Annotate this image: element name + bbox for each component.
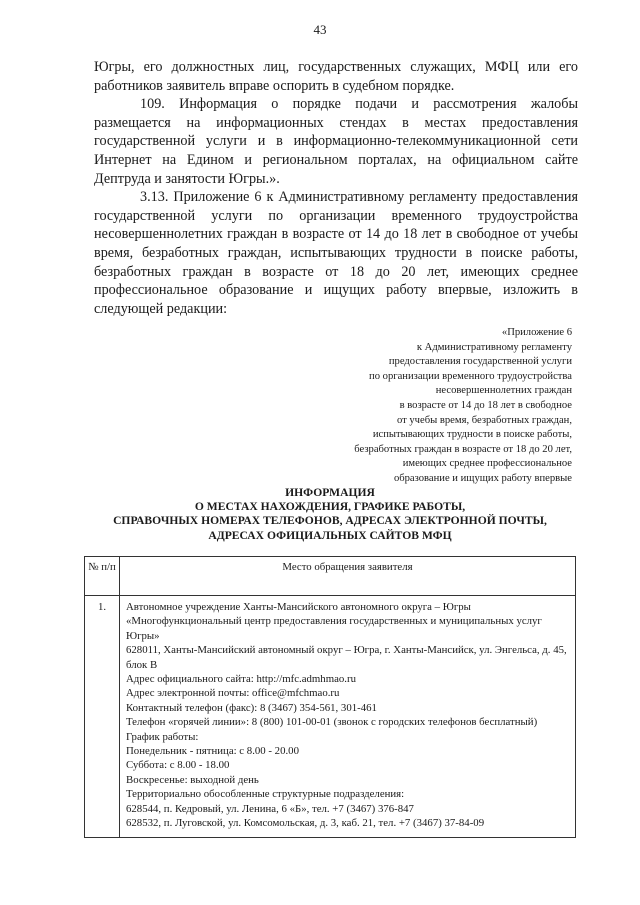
schedule-heading: График работы: — [126, 730, 199, 743]
appendix-note-line: по организации временного трудоустройства — [369, 370, 572, 382]
branch-lugovskoy: 628532, п. Луговской, ул. Комсомольская, д. 3, каб. 21, тел. +7 (3467) 37-84-09 — [126, 817, 485, 830]
appendix-note-line: несовершеннолетних граждан — [435, 385, 572, 397]
hotline: Телефон «горячей линии»: 8 (800) 101-00-01 (звонок с городских телефонов бесплатный) — [126, 716, 538, 729]
phone-fax: Контактный телефон (факс): 8 (3467) 354-561, 301-461 — [126, 701, 377, 714]
row-number: 1. — [85, 596, 120, 838]
appendix-note-line: от учебы время, безработных граждан, — [396, 414, 572, 426]
page-number: 43 — [313, 22, 327, 37]
appendix-note-line: образование и ищущих работу впервые — [393, 472, 572, 484]
schedule-sunday: Воскресенье: выходной день — [126, 773, 259, 786]
paragraph-109: 109. Информация о порядке подачи и рассмотрения жалобы размещается на информационных стендах в местах предоставления государственной услуги и в информационно-телекоммуникационной сети Интернет на Едином и региональном порталах, на официальном сайте Дептруда и занятости Югры.». — [94, 96, 578, 187]
appendix-note-line: предоставления государственной услуги — [388, 356, 572, 368]
appendix-note-line: «Приложение 6 — [501, 327, 572, 338]
appendix-note-line: испытывающих трудности в поиске работы, — [372, 429, 572, 441]
header-number: № п/п — [85, 557, 120, 596]
row-place — [120, 596, 576, 838]
paragraph-continuation: Югры, его должностных лиц, государственных служащих, МФЦ или его работников заявитель вправе оспорить в судебном порядке. — [94, 59, 578, 94]
branch-kedrovy: 628544, п. Кедровый, ул. Ленина, 6 «Б», тел. +7 (3467) 376-847 — [126, 802, 414, 815]
organization-name: Автономное учреждение Ханты-Мансийского автономного округа – Югры «Многофункциональный центр предоставления государственных и муниципальных услуг Югры» — [126, 601, 542, 642]
branches-heading: Территориально обособленные структурные подразделения: — [126, 788, 405, 801]
body-text — [94, 58, 578, 318]
email: Адрес электронной почты: office@mfchmao.ru — [126, 687, 340, 700]
appendix-note-line: в возрасте от 14 до 18 лет в свободное — [399, 399, 572, 411]
info-title — [80, 486, 580, 543]
website: Адрес официального сайта: http://mfc.admhmao.ru — [126, 673, 356, 686]
schedule-saturday: Суббота: с 8.00 - 18.00 — [126, 759, 230, 772]
header-place: Место обращения заявителя — [120, 557, 576, 596]
mfc-table — [84, 556, 576, 838]
info-title-line: СПРАВОЧНЫХ НОМЕРАХ ТЕЛЕФОНОВ, АДРЕСАХ ЭЛЕКТРОННОЙ ПОЧТЫ, — [113, 514, 547, 528]
postal-address: 628011, Ханты-Мансийский автономный округ – Югра, г. Ханты-Мансийск, ул. Энгельса, д. 45, блок В — [126, 644, 567, 671]
appendix-note-line: к Административному регламенту — [416, 341, 572, 353]
paragraph-3-13: 3.13. Приложение 6 к Административному регламенту предоставления государственной услуги по организации временного трудоустройства несовершеннолетних граждан в возрасте от 14 до 18 лет в свободное от учебы время, безработных граждан, испытывающих трудности в поиске работы, безработных граждан в возрасте от 18 до 20 лет, имеющих среднее профессиональное образование и ищущих работу впервые, изложить в следующей редакции: — [94, 189, 578, 317]
schedule-weekdays: Понедельник - пятница: с 8.00 - 20.00 — [126, 745, 299, 758]
info-title-line: АДРЕСАХ ОФИЦИАЛЬНЫХ САЙТОВ МФЦ — [208, 528, 452, 542]
table-header-row — [85, 557, 576, 596]
appendix-note-line: безработных граждан в возрасте от 18 до 20 лет, — [354, 443, 572, 455]
appendix-note-line: имеющих среднее профессиональное — [402, 458, 572, 470]
info-title-line: ИНФОРМАЦИЯ — [285, 486, 375, 499]
table-row — [85, 596, 576, 838]
info-title-line: О МЕСТАХ НАХОЖДЕНИЯ, ГРАФИКЕ РАБОТЫ, — [194, 500, 466, 514]
appendix-note — [292, 326, 572, 487]
